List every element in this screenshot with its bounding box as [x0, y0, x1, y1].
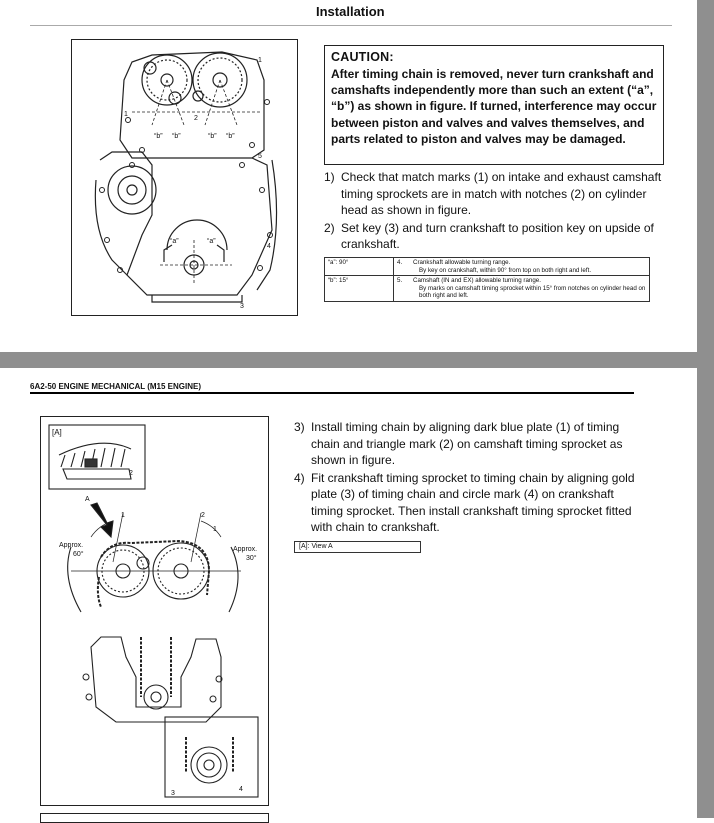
step-text: Fit crankshaft timing sprocket to timing chain by aligning gold plate (3) of timing chain and circle mark (4) on crankshaft timing sprocket. Then install crankshaft timing sprocket fitted with chain to crankshaft.: [311, 470, 635, 534]
legend-key: “b”: 15°: [325, 276, 394, 302]
legend-desc-line2: By marks on camshaft timing sprocket within 15° from notches on cylinder head on both right and left.: [419, 284, 646, 299]
fig2-label-1b: 1: [213, 526, 217, 533]
angle-legend-table: [324, 257, 650, 302]
legend-desc-line1: Camshaft (IN and EX) allowable turning range.: [413, 277, 541, 284]
engine-front-diagram: [72, 40, 297, 315]
step-item: [294, 419, 638, 469]
vertical-scrollbar[interactable]: [697, 0, 714, 818]
legend-num: 5.: [394, 276, 411, 302]
fig2-angle-30: 30°: [246, 555, 257, 562]
fig2-label-1: 1: [121, 512, 125, 519]
caution-title: CAUTION:: [331, 50, 394, 64]
table-row: [325, 258, 650, 276]
fig2-approx-left: Approx.: [59, 542, 84, 549]
install-steps-lower: [294, 419, 638, 537]
timing-chain-figure: [40, 416, 269, 806]
legend-num: 4.: [394, 258, 411, 276]
table-row: [325, 276, 650, 302]
fig2-view-label: [A]: [52, 428, 62, 437]
fig1-label-2: 2: [194, 115, 198, 122]
fig2-inset-label-2: 2: [129, 470, 133, 477]
fig1-label-1: 1: [258, 57, 262, 64]
step-text: Check that match marks (1) on intake and exhaust camshaft timing sprockets are in match with notches (2) on cylinder head as shown in figure.: [341, 170, 662, 217]
install-steps-upper: [324, 169, 668, 254]
legend-desc: [410, 276, 650, 302]
fig1-label-5: 5: [258, 153, 262, 160]
step-number: 3): [294, 420, 305, 434]
step-item: [294, 470, 638, 536]
page-header: 6A2-50 ENGINE MECHANICAL (M15 ENGINE): [30, 382, 201, 391]
step-text: Set key (3) and turn crankshaft to position key on upside of crankshaft.: [341, 220, 654, 251]
step-item: [324, 169, 668, 219]
fig1-label-b1: “b”: [154, 133, 163, 140]
caution-box: [324, 45, 664, 165]
fig1-label-4: 4: [267, 243, 271, 250]
fig1-label-3: 3: [240, 303, 244, 310]
legend-desc-line2: By key on crankshaft, within 90° from top on both right and left.: [419, 266, 592, 274]
next-figure-edge: [40, 813, 269, 823]
fig1-label-a1: “a”: [170, 238, 179, 245]
section-title: Installation: [316, 4, 385, 19]
fig1-label-1b: 1: [124, 111, 128, 118]
fig1-label-b3: “b”: [208, 133, 217, 140]
fig2-label-3: 3: [171, 790, 175, 797]
fig2-arrow-label-a: A: [85, 496, 90, 503]
view-a-caption: [A]: View A: [294, 541, 421, 553]
header-rule: [30, 392, 634, 394]
fig2-angle-60: 60°: [73, 551, 84, 558]
fig1-label-b4: “b”: [226, 133, 235, 140]
page-gap: [0, 352, 697, 368]
fig2-label-2: 2: [201, 512, 205, 519]
legend-desc: [410, 258, 650, 276]
title-divider: [30, 25, 672, 26]
legend-desc-line1: Crankshaft allowable turning range.: [413, 259, 511, 266]
timing-chain-diagram: [41, 417, 268, 805]
timing-sprocket-figure: [71, 39, 298, 316]
step-number: 2): [324, 220, 335, 235]
fig2-label-4: 4: [239, 786, 243, 793]
legend-key: “a”: 90°: [325, 258, 394, 276]
fig1-label-b2: “b”: [172, 133, 181, 140]
step-number: 1): [324, 170, 335, 184]
fig1-label-a2: “a”: [207, 238, 216, 245]
step-text: Install timing chain by aligning dark blue plate (1) of timing chain and triangle mark (2) on camshaft timing sprocket as shown in figure.: [311, 420, 623, 467]
step-item: [324, 220, 668, 253]
caution-body: After timing chain is removed, never turn crankshaft and camshafts independently more than such an extent (“a”, “b”) as shown in figure. If turned, interference may occur between piston and valves and valves themselves, and parts related to piston and valves may be damaged.: [331, 67, 657, 146]
step-number: 4): [294, 470, 305, 485]
fig2-approx-right: Approx.: [233, 546, 258, 553]
